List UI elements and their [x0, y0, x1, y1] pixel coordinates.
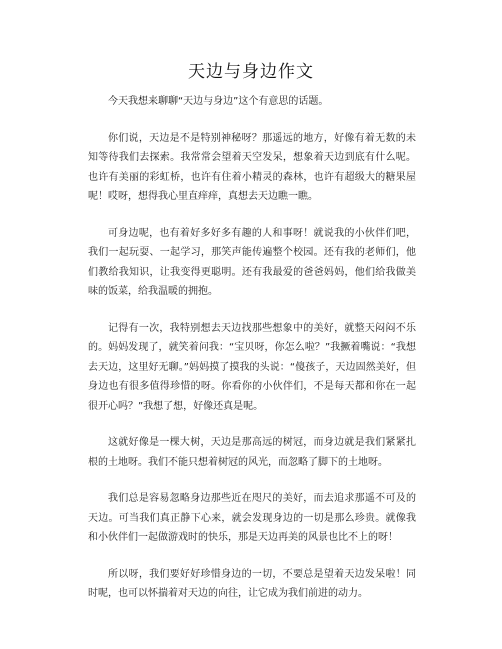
paragraph-3: 可身边呢，也有着好多好多有趣的人和事呀！就说我的小伙伴们吧，我们一起玩耍、一起学习，那笑声能传遍整个校园。还有我的老师们，他们教给我知识，让我变得更聪明。还有我最爱的爸爸妈妈，他们给我做美味的饭菜，给我温暖的拥抱。 — [88, 227, 416, 297]
document-title: 天边与身边作文 — [188, 62, 314, 82]
paragraph-7: 所以呀，我们要好好珍惜身边的一切，不要总是望着天边发呆啦！同时呢，也可以怀揣着对天边的向往，让它成为我们前进的动力。 — [88, 568, 416, 599]
paragraph-1: 今天我想来聊聊“天边与身边”这个有意思的话题。 — [108, 96, 329, 107]
paragraph-6: 我们总是容易忽略身边那些近在咫尺的美好，而去追求那遥不可及的天边。可当我们真正静下心来，就会发现身边的一切是那么珍贵。就像我和小伙伴们一起做游戏时的快乐，那是天边再美的风景也比不上的呀！ — [88, 493, 416, 543]
document-body — [88, 92, 416, 621]
paragraph-4: 记得有一次，我特别想去天边找那些想象中的美好，就整天闷闷不乐的。妈妈发现了，就笑着问我：“宝贝呀，你怎么啦？”我撅着嘴说：“我想去天边，这里好无聊。”妈妈摸了摸我的头说：“傻孩子，天边固然美好，但身边也有很多值得珍惜的呀。你看你的小伙伴们，不是每天都和你在一起很开心吗？”我想了想，好像还真是呢。 — [88, 322, 416, 412]
paragraph-2: 你们说，天边是不是特别神秘呀？那遥远的地方，好像有着无数的未知等待我们去探索。我常常会望着天空发呆，想象着天边到底有什么呢。也许有美丽的彩虹桥，也许有住着小精灵的森林，也许有超级大的糖果屋呢！哎呀，想得我心里直痒痒，真想去天边瞧一瞧。 — [88, 132, 416, 202]
paragraph-5: 这就好像是一棵大树，天边是那高远的树冠，而身边就是我们紧紧扎根的土地呀。我们不能只想着树冠的风光，而忽略了脚下的土地呀。 — [88, 437, 416, 468]
